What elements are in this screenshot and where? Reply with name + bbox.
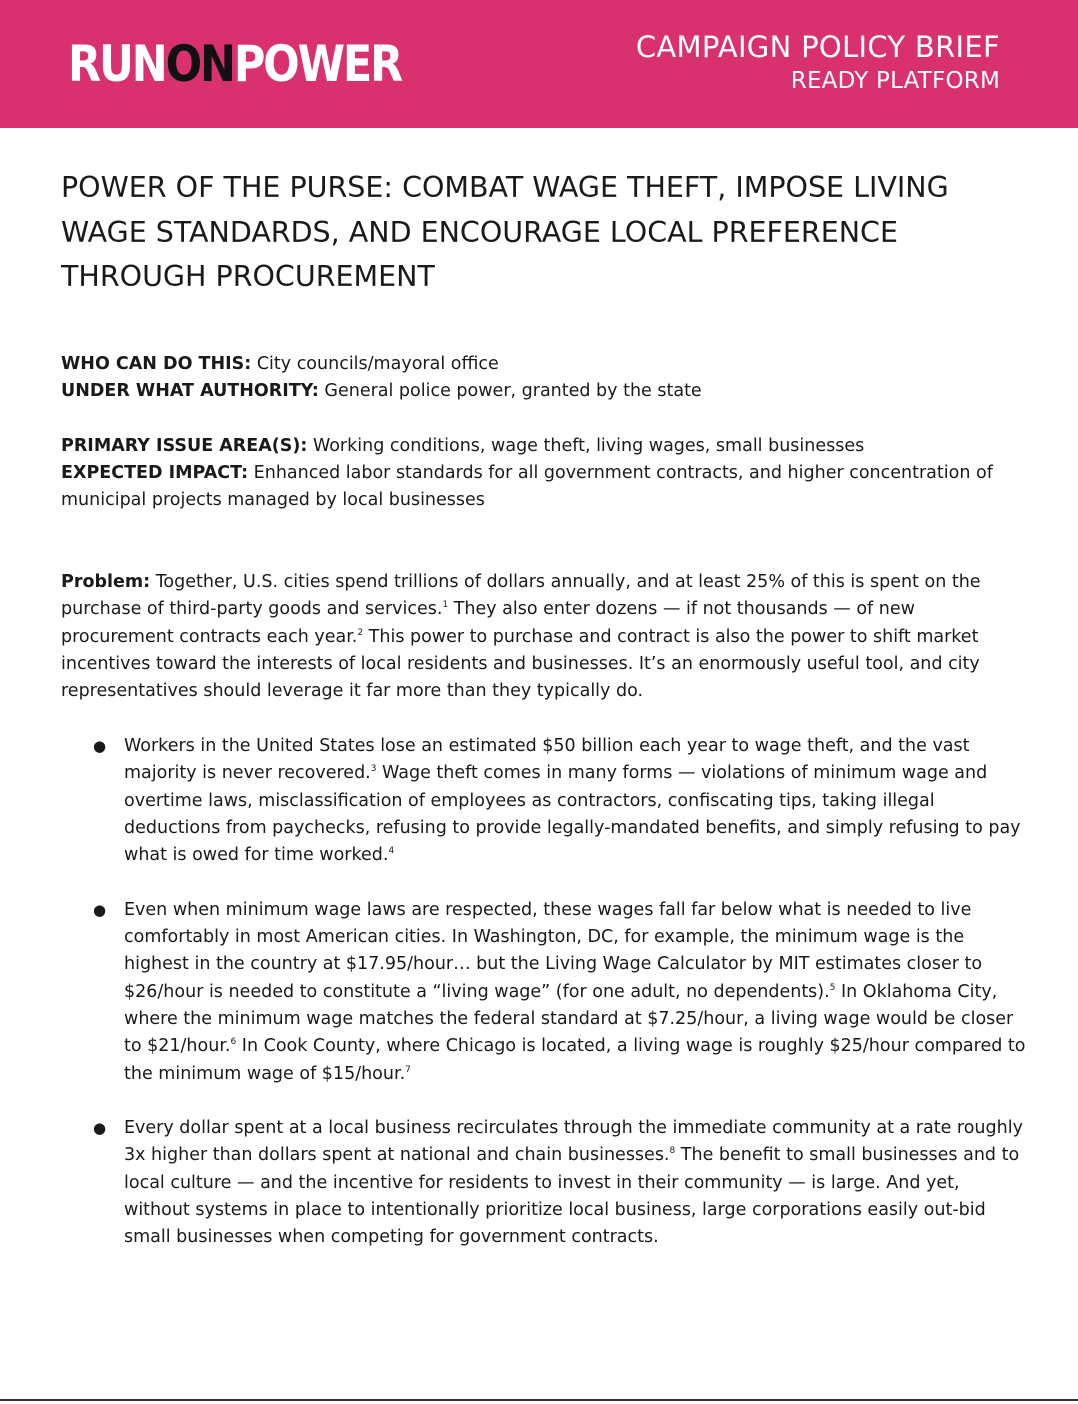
authority-label: UNDER WHAT AUTHORITY: bbox=[61, 381, 319, 401]
bullet-item-living-wage bbox=[61, 897, 1026, 1088]
bullet-dot: ● bbox=[93, 1119, 107, 1138]
brief-title: CAMPAIGN POLICY BRIEF bbox=[635, 30, 1000, 64]
who-value: City councils/mayoral office bbox=[256, 354, 499, 374]
meta-block-authority bbox=[61, 351, 1031, 405]
footnote-ref: 1 bbox=[442, 600, 449, 611]
who-label: WHO CAN DO THIS: bbox=[61, 354, 252, 374]
problem-paragraph bbox=[61, 569, 1026, 705]
footnote-ref: 8 bbox=[669, 1146, 676, 1157]
problem-label: Problem: bbox=[61, 572, 151, 592]
footnote-ref: 4 bbox=[388, 846, 395, 857]
authority-line bbox=[61, 378, 1031, 405]
footnote-ref: 3 bbox=[370, 764, 377, 775]
bullet-text: Even when minimum wage laws are respected, these wages fall far below what is needed to live comfortably in most American cities. In Washington, DC, for example, the minimum wage is the highest in the country at $17.95/hour… but the Living Wage Calculator by MIT estimates closer to $26/hour is needed to constitute a “living wage” (for one adult, no dependents). bbox=[124, 899, 983, 1002]
issue-value: Working conditions, wage theft, living wages, small businesses bbox=[312, 436, 865, 456]
problem-text-3: This power to purchase and contract is also the power to shift market incentives toward the interests of local residents and businesses. It’s an enormously useful tool, and city representatives should leverage it far more than they typically do. bbox=[61, 626, 980, 702]
impact-value: Enhanced labor standards for all government contracts, and higher concentration of municipal projects managed by local businesses bbox=[61, 463, 993, 510]
bullet-text: In Cook County, where Chicago is located, a living wage is roughly $25/hour compared to the minimum wage of $15/hour. bbox=[124, 1036, 1026, 1084]
bullet-text: Every dollar spent at a local business recirculates through the immediate community at a rate roughly 3x higher than dollars spent at national and chain businesses. bbox=[124, 1118, 1023, 1166]
bullet-list bbox=[61, 733, 1026, 1279]
run-on-power-logo bbox=[68, 34, 401, 94]
who-line bbox=[61, 351, 1031, 378]
bullet-text: Wage theft comes in many forms — violations of minimum wage and overtime laws, misclassification of employees as contractors, confiscating tips, taking illegal deductions from paychecks, refusing to provide legally-mandated benefits, and simply refusing to pay what is owed for time worked. bbox=[124, 763, 1021, 866]
page-title: POWER OF THE PURSE: COMBAT WAGE THEFT, IMPOSE LIVING WAGE STANDARDS, AND ENCOURAGE LOCAL PREFERENCE THROUGH PROCUREMENT bbox=[61, 171, 949, 293]
brief-subtitle: READY PLATFORM bbox=[790, 68, 1000, 94]
footnote-ref: 5 bbox=[829, 982, 836, 993]
bullet-text: In Oklahoma City, where the minimum wage matches the federal standard at $7.25/hour, a living wage would be closer to $21/hour. bbox=[124, 981, 1014, 1057]
issue-label: PRIMARY ISSUE AREA(S): bbox=[61, 436, 308, 456]
meta-block-impact bbox=[61, 433, 1031, 514]
logo-on: ON bbox=[165, 35, 234, 93]
bullet-item-wage-theft bbox=[61, 733, 1026, 869]
logo-run: RUN bbox=[68, 35, 166, 93]
footnote-ref: 7 bbox=[405, 1064, 411, 1075]
bottom-divider bbox=[0, 1399, 1078, 1401]
bullet-dot: ● bbox=[93, 900, 107, 919]
footnote-ref: 2 bbox=[357, 627, 364, 638]
problem-text-1: Together, U.S. cities spend trillions of dollars annually, and at least 25% of this is spent on the purchase of third-party goods and services. bbox=[61, 572, 981, 620]
bullet-item-local-business bbox=[61, 1115, 1026, 1251]
bullet-text: The benefit to small businesses and to local culture — and the incentive for residents to invest in their community — is large. And yet, without systems in place to intentionally prioritize local business, large corporations easily out-bid small businesses when competing for government contracts. bbox=[124, 1145, 1020, 1248]
bullet-text: Workers in the United States lose an estimated $50 billion each year to wage theft, and the vast majority is never recovered. bbox=[124, 736, 970, 784]
footnote-ref: 6 bbox=[230, 1037, 237, 1048]
authority-value: General police power, granted by the state bbox=[324, 381, 702, 401]
bullet-dot: ● bbox=[93, 737, 107, 755]
impact-line bbox=[61, 460, 1031, 514]
impact-label: EXPECTED IMPACT: bbox=[61, 463, 249, 483]
problem-text-2: They also enter dozens — if not thousands — of new procurement contracts each year. bbox=[61, 599, 915, 647]
issue-line bbox=[61, 433, 1031, 460]
header-banner bbox=[0, 0, 1078, 128]
logo-power: POWER bbox=[233, 35, 402, 93]
